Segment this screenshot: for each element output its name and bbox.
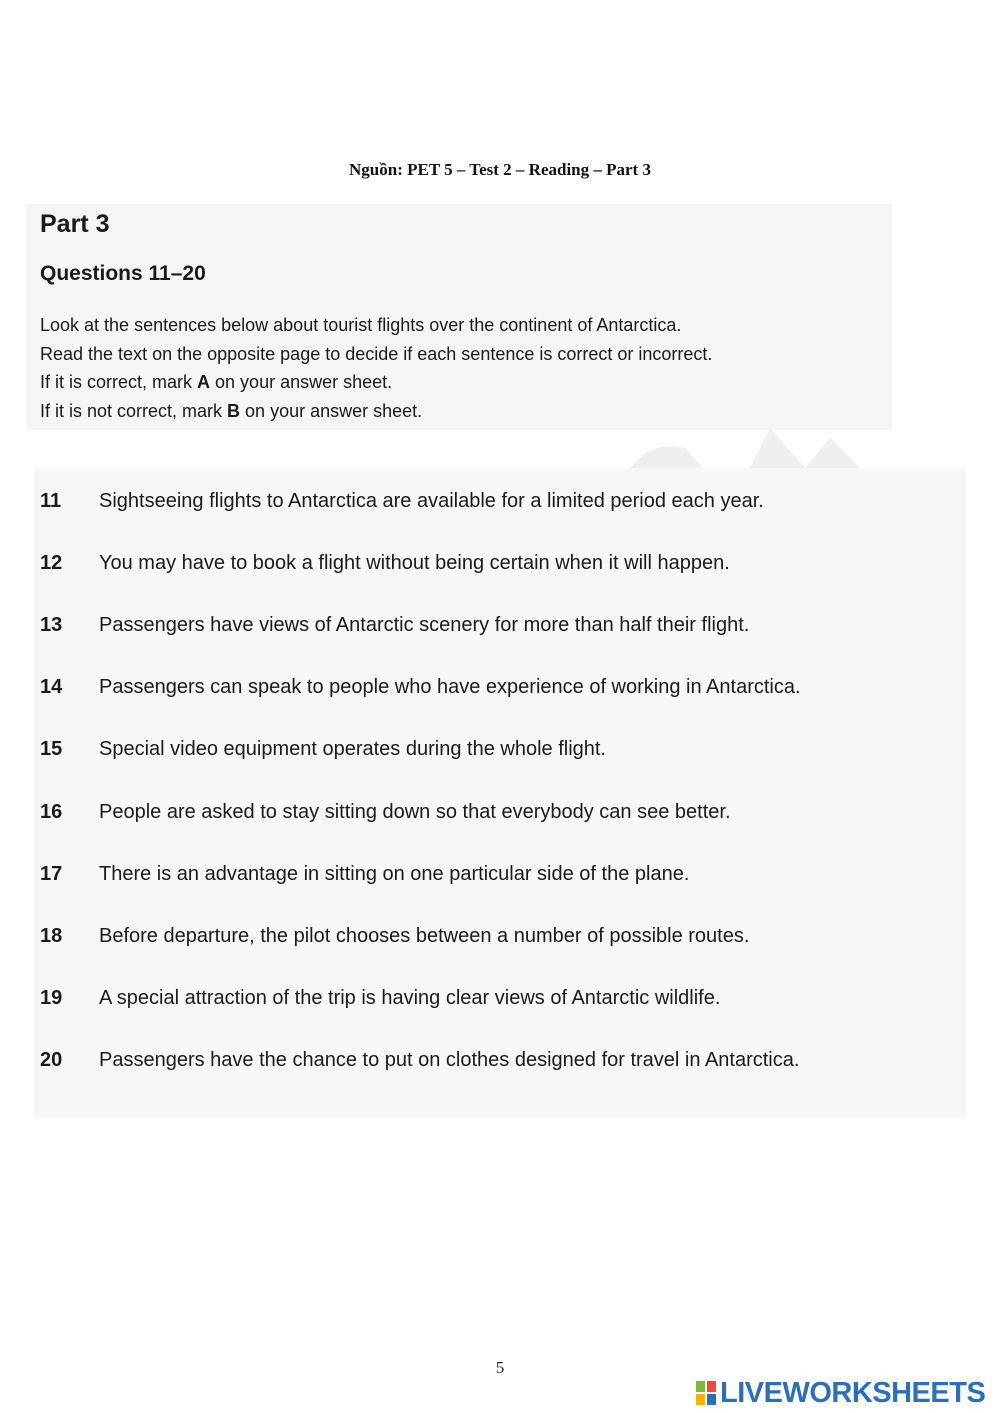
question-number: 17 bbox=[40, 862, 63, 885]
question-number: 19 bbox=[40, 986, 63, 1009]
question-item bbox=[40, 484, 970, 524]
brand-name: LIVEWORKSHEETS bbox=[720, 1376, 986, 1409]
question-text: You may have to book a flight without being certain when it will happen. bbox=[99, 552, 730, 575]
instruction-line-3: If it is correct, mark A on your answer sheet. bbox=[40, 372, 393, 392]
question-item bbox=[40, 981, 970, 1021]
question-item bbox=[40, 732, 970, 772]
instruction-line-2: Read the text on the opposite page to decide if each sentence is correct or incorrect. bbox=[40, 343, 713, 364]
instructions bbox=[40, 311, 712, 425]
question-item bbox=[40, 1043, 970, 1083]
question-number: 15 bbox=[40, 738, 63, 761]
question-number: 20 bbox=[40, 1048, 63, 1071]
liveworksheets-logo-icon bbox=[695, 1380, 717, 1406]
question-text: A special attraction of the trip is having clear views of Antarctic wildlife. bbox=[99, 986, 721, 1009]
instruction-line-4: If it is not correct, mark B on your answer sheet. bbox=[40, 400, 423, 421]
question-text: There is an advantage in sitting on one particular side of the plane. bbox=[99, 862, 690, 885]
question-item bbox=[40, 919, 970, 959]
question-number: 13 bbox=[40, 614, 63, 637]
question-item bbox=[40, 795, 970, 835]
question-text: Passengers have views of Antarctic scenery for more than half their flight. bbox=[99, 614, 750, 637]
question-text: Before departure, the pilot chooses between a number of possible routes. bbox=[99, 924, 750, 947]
question-number: 14 bbox=[40, 676, 63, 699]
part-title: Part 3 bbox=[40, 210, 110, 238]
question-item bbox=[40, 857, 970, 897]
question-number: 12 bbox=[40, 552, 63, 575]
question-text: People are asked to stay sitting down so that everybody can see better. bbox=[99, 800, 731, 823]
answer-letter-b: B bbox=[227, 400, 241, 421]
question-text: Passengers can speak to people who have experience of working in Antarctica. bbox=[99, 676, 801, 699]
question-item bbox=[40, 546, 970, 586]
question-number: 11 bbox=[40, 490, 62, 512]
source-note: Nguồn: PET 5 – Test 2 – Reading – Part 3 bbox=[349, 160, 651, 179]
question-text: Sightseeing flights to Antarctica are available for a limited period each year. bbox=[99, 490, 764, 512]
question-item bbox=[40, 670, 970, 710]
question-text: Special video equipment operates during the whole flight. bbox=[99, 738, 606, 761]
questions-range-heading: Questions 11–20 bbox=[40, 262, 206, 285]
answer-letter-a: A bbox=[197, 372, 211, 392]
question-number: 16 bbox=[40, 800, 63, 823]
question-item bbox=[40, 608, 970, 648]
question-number: 18 bbox=[40, 924, 63, 947]
instruction-line-1: Look at the sentences below about tourist flights over the continent of Antarctica. bbox=[40, 315, 682, 335]
page-number: 5 bbox=[495, 1358, 505, 1377]
brand-logo-block[interactable] bbox=[695, 1378, 985, 1408]
question-text: Passengers have the chance to put on clothes designed for travel in Antarctica. bbox=[99, 1048, 800, 1071]
